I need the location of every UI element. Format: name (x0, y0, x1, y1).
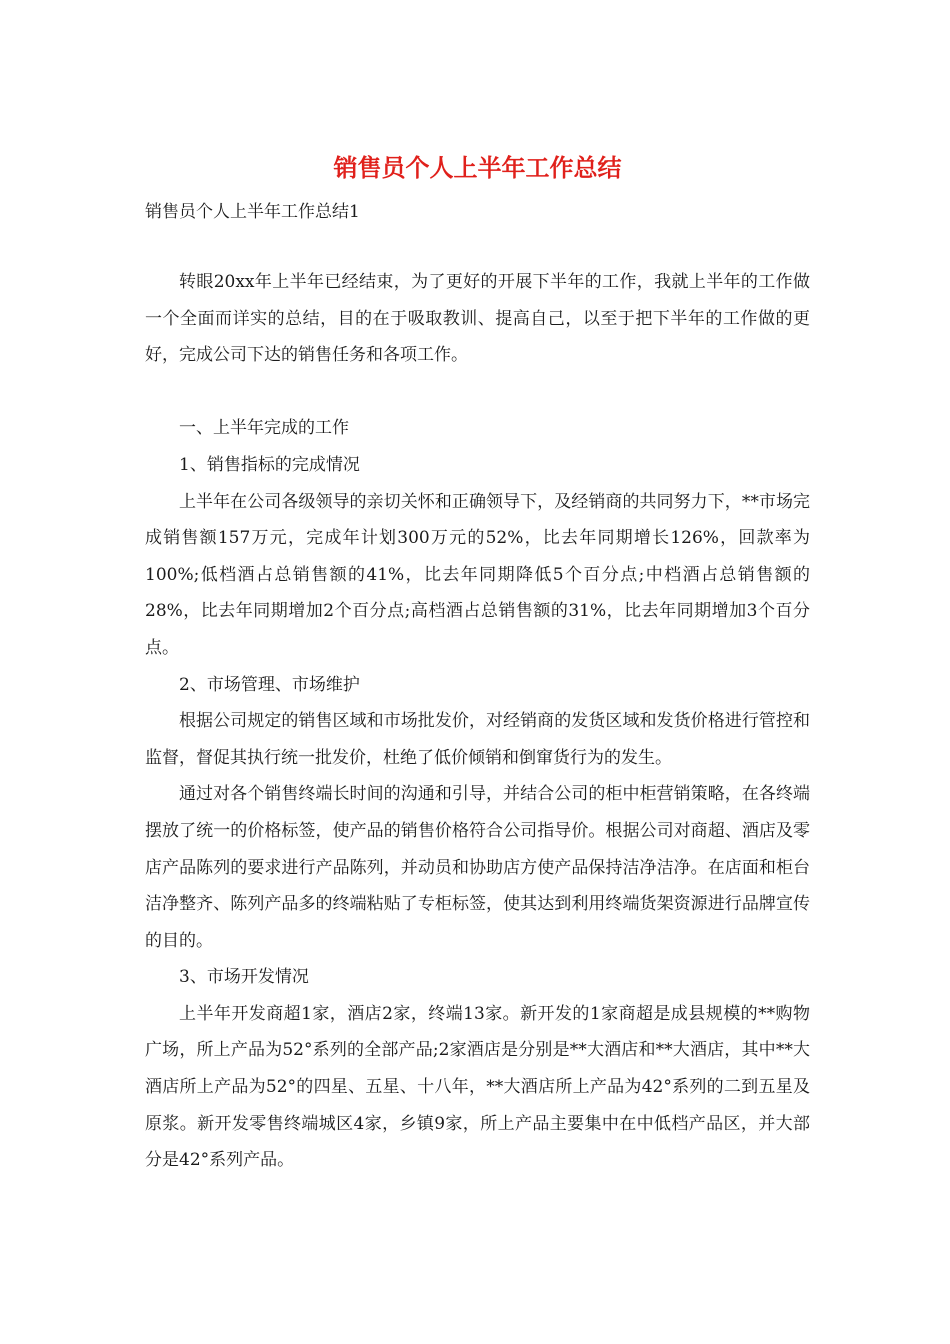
subsection-3-paragraph: 上半年开发商超1家，酒店2家，终端13家。新开发的1家商超是成县规模的**购物广场，所上产品为52°系列的全部产品;2家酒店是分别是**大酒店和**大酒店，其中**大酒店所上产品为52°的四星、五星、十八年，**大酒店所上产品为42°系列的二到五星及原浆。新开发零售终端城区4家，乡镇9家，所上产品主要集中在中低档产品区，并大部分是42°系列产品。 (145, 1003, 810, 1171)
document-subtitle: 销售员个人上半年工作总结1 (145, 202, 360, 222)
subsection-heading-3: 3、市场开发情况 (179, 967, 309, 988)
subsection-2-paragraph-1: 根据公司规定的销售区域和市场批发价，对经销商的发货区域和发货价格进行管控和监督，督促其执行统一批发价，杜绝了低价倾销和倒窜货行为的发生。 (145, 711, 810, 768)
subsection-1-paragraph: 上半年在公司各级领导的亲切关怀和正确领导下，及经销商的共同努力下，**市场完成销售额157万元，完成年计划300万元的52%，比去年同期增长126%，回款率为100%;低档酒占总销售额的41%，比去年同期降低5个百分点;中档酒占总销售额的28%，比去年同期增加2个百分点;高档酒占总销售额的31%，比去年同期增加3个百分点。 (145, 491, 810, 658)
subsection-heading-1: 1、销售指标的完成情况 (179, 454, 360, 475)
section-heading-1: 一、上半年完成的工作 (179, 418, 349, 439)
subsection-2-paragraph-2: 通过对各个销售终端长时间的沟通和引导，并结合公司的柜中柜营销策略，在各终端摆放了统一的价格标签，使产品的销售价格符合公司指导价。根据公司对商超、酒店及零店产品陈列的要求进行产品陈列，并动员和协助店方使产品保持洁净洁净。在店面和柜台洁净整齐、陈列产品多的终端粘贴了专柜标签，使其达到利用终端货架资源进行品牌宣传的目的。 (145, 784, 810, 951)
document-title: 销售员个人上半年工作总结 (333, 154, 622, 182)
subsection-heading-2: 2、市场管理、市场维护 (179, 674, 360, 695)
intro-paragraph: 转眼20xx年上半年已经结束，为了更好的开展下半年的工作，我就上半年的工作做一个全面而详实的总结，目的在于吸取教训、提高自己，以至于把下半年的工作做的更好，完成公司下达的销售任务和各项工作。 (145, 272, 810, 366)
document-body (145, 264, 810, 1179)
